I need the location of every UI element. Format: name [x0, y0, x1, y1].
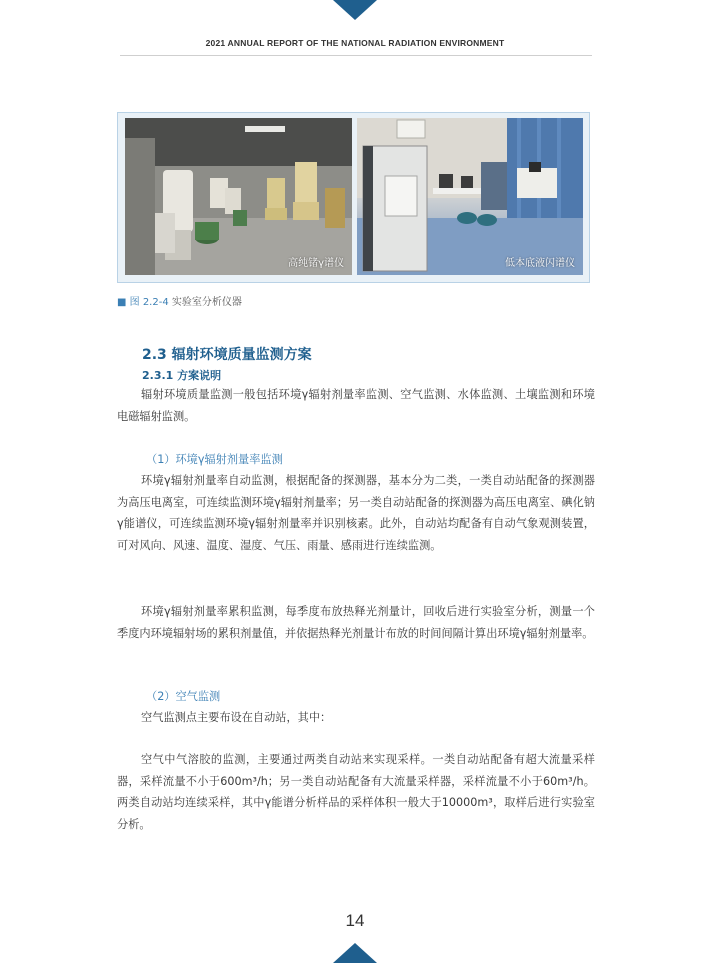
header-divider: [120, 55, 592, 56]
caption-marker: ■: [117, 297, 127, 308]
bottom-triangle-decoration: [333, 943, 377, 963]
section-heading: 2.3 辐射环境质量监测方案: [142, 347, 312, 363]
subsection-heading: 2.3.1 方案说明: [142, 369, 222, 382]
figure-caption: [117, 293, 242, 308]
running-header: 2021 ANNUAL REPORT OF THE NATIONAL RADIATION ENVIRONMENT: [205, 38, 505, 48]
item1-paragraph-2: 环境γ辐射剂量率累积监测，每季度布放热释光剂量计，回收后进行实验室分析，测量一个季度内环境辐射场的累积剂量值，并依据热释光剂量计布放的时间间隔计算出环境γ辐射剂量率。: [117, 605, 595, 640]
item1-paragraph-1: 环境γ辐射剂量率自动监测，根据配备的探测器，基本分为二类，一类自动站配备的探测器为高压电离室，可连续监测环境γ辐射剂量率；另一类自动站配备的探测器为高压电离室、碘化钠γ能谱仪，可连续监测环境γ辐射剂量率并识别核素。此外，自动站均配备有自动气象观测装置，可对风向、风速、温度、湿度、气压、雨量、感雨进行连续监测。: [117, 474, 595, 552]
item2-heading: （2）空气监测: [146, 690, 221, 703]
left-photo-caption: 高纯锗γ谱仪: [288, 258, 344, 269]
page-number: 14: [345, 911, 365, 930]
item2-paragraph-1: 空气监测点主要布设在自动站，其中：: [141, 711, 332, 724]
hpge-lab-illustration: [125, 118, 352, 275]
photo-hpge-spectrometer: [125, 118, 352, 275]
item1-heading: （1）环境γ辐射剂量率监测: [146, 453, 283, 466]
intro-paragraph: 辐射环境质量监测一般包括环境γ辐射剂量率监测、空气监测、水体监测、土壤监测和环境电磁辐射监测。: [117, 388, 595, 423]
caption-text: 实验室分析仪器: [171, 297, 242, 308]
photo-liquid-scintillation: [357, 118, 583, 275]
caption-number: 图 2.2-4: [129, 297, 169, 308]
right-photo-caption: 低本底液闪谱仪: [505, 258, 575, 269]
item2-paragraph-2: 空气中气溶胶的监测，主要通过两类自动站来实现采样。一类自动站配备有超大流量采样器，采样流量不小于600m³/h；另一类自动站配备有大流量采样器，采样流量不小于60m³/h。两类自动站均连续采样，其中γ能谱分析样品的采样体积一般大于10000m³，取样后进行实验室分析。: [117, 753, 595, 831]
top-triangle-decoration: [333, 0, 377, 20]
liquid-scintillation-lab-illustration: [357, 118, 583, 275]
